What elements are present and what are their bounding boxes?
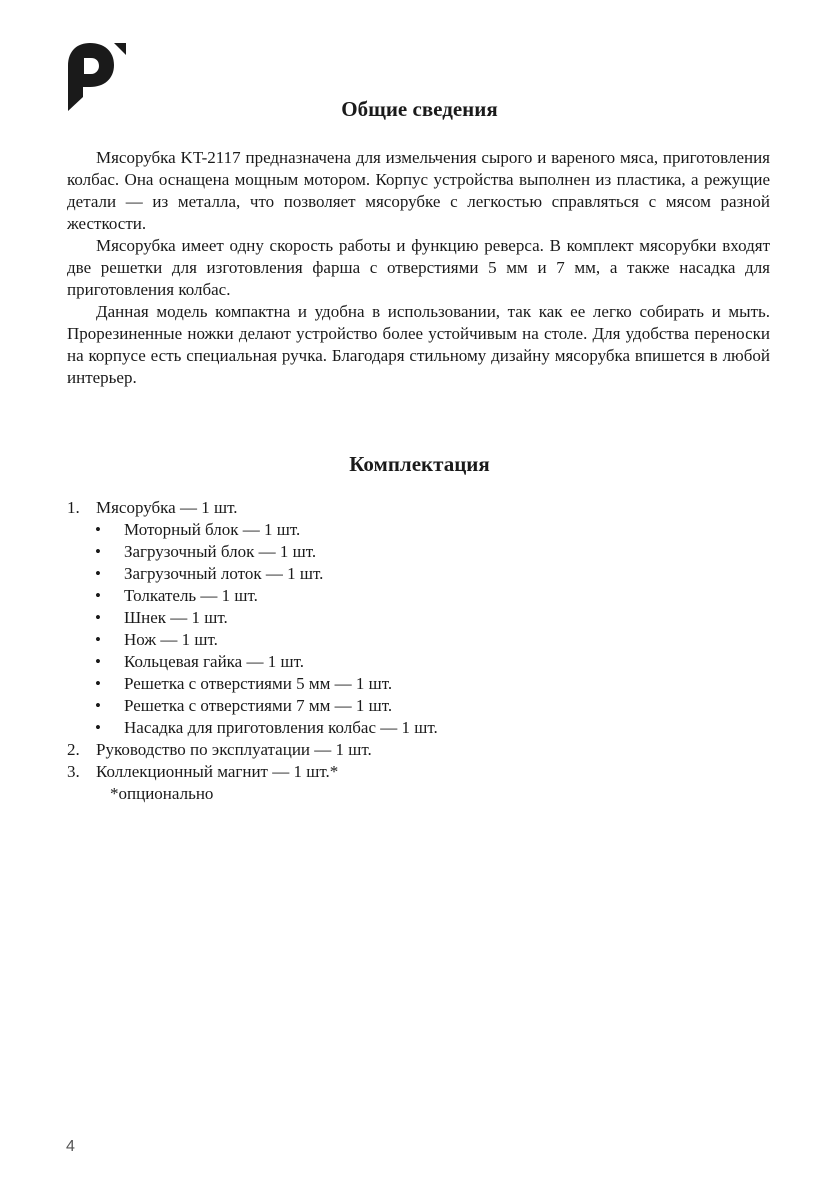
sub-list-item bbox=[67, 695, 767, 717]
sub-item-text: Моторный блок — 1 шт. bbox=[124, 520, 301, 539]
list-item bbox=[67, 497, 767, 519]
sub-list-item bbox=[67, 651, 767, 673]
bullet: • bbox=[95, 652, 101, 671]
paragraph: Данная модель компактна и удобна в использовании, так как ее легко собирать и мыть. Прорезиненные ножки делают устройство более устойчивым на столе. Для удобства переноски на корпусе есть специальная ручка. Благодаря стильному дизайну мясорубка впишется в любой интерьер. bbox=[67, 302, 770, 387]
bullet: • bbox=[95, 564, 101, 583]
list-number: 3. bbox=[67, 762, 80, 781]
sub-list-item bbox=[67, 673, 767, 695]
sub-item-text: Толкатель — 1 шт. bbox=[124, 586, 258, 605]
sub-item-text: Насадка для приготовления колбас — 1 шт. bbox=[124, 718, 438, 737]
bullet: • bbox=[95, 630, 101, 649]
bullet: • bbox=[95, 696, 101, 715]
sub-list-item bbox=[67, 629, 767, 651]
paragraph: Мясорубка KT-2117 предназначена для измельчения сырого и вареного мяса, приготовления колбас. Она оснащена мощным мотором. Корпус устройства выполнен из пластика, а режущие детали — из металла, что позволяет мясорубке с легкостью справляться с мясом разной жесткости. bbox=[67, 148, 770, 233]
footnote-text: *опционально bbox=[110, 784, 214, 803]
sub-list-item bbox=[67, 607, 767, 629]
page-number: 4 bbox=[66, 1138, 75, 1155]
sub-item-text: Нож — 1 шт. bbox=[124, 630, 218, 649]
list-item-text: Руководство по эксплуатации — 1 шт. bbox=[96, 740, 372, 759]
heading-general-info: Общие сведения bbox=[341, 97, 498, 121]
footnote bbox=[67, 783, 767, 805]
sub-list-item bbox=[67, 541, 767, 563]
list-item-text: Коллекционный магнит — 1 шт.* bbox=[96, 762, 339, 781]
bullet: • bbox=[95, 586, 101, 605]
list-number: 1. bbox=[67, 498, 80, 517]
bullet: • bbox=[95, 608, 101, 627]
general-info-text bbox=[67, 147, 770, 389]
sub-list-item bbox=[67, 585, 767, 607]
sub-list-item bbox=[67, 717, 767, 739]
bullet: • bbox=[95, 542, 101, 561]
bullet: • bbox=[95, 674, 101, 693]
bullet: • bbox=[95, 520, 101, 539]
list-item-text: Мясорубка — 1 шт. bbox=[96, 498, 238, 517]
sub-item-text: Решетка с отверстиями 7 мм — 1 шт. bbox=[124, 696, 393, 715]
sub-item-text: Решетка с отверстиями 5 мм — 1 шт. bbox=[124, 674, 393, 693]
list-item bbox=[67, 761, 767, 783]
kit-list bbox=[67, 497, 767, 805]
list-item bbox=[67, 739, 767, 761]
sub-list-item bbox=[67, 519, 767, 541]
list-number: 2. bbox=[67, 740, 80, 759]
sub-item-text: Кольцевая гайка — 1 шт. bbox=[124, 652, 304, 671]
paragraph: Мясорубка имеет одну скорость работы и функцию реверса. В комплект мясорубки входят две решетки для изготовления фарша с отверстиями 5 мм и 7 мм, а также насадка для приготовления колбас. bbox=[67, 236, 770, 299]
bullet: • bbox=[95, 718, 101, 737]
sub-item-text: Загрузочный блок — 1 шт. bbox=[124, 542, 317, 561]
sub-item-text: Загрузочный лоток — 1 шт. bbox=[124, 564, 324, 583]
sub-item-text: Шнек — 1 шт. bbox=[124, 608, 228, 627]
heading-kit: Комплектация bbox=[349, 452, 490, 476]
sub-list-item bbox=[67, 563, 767, 585]
